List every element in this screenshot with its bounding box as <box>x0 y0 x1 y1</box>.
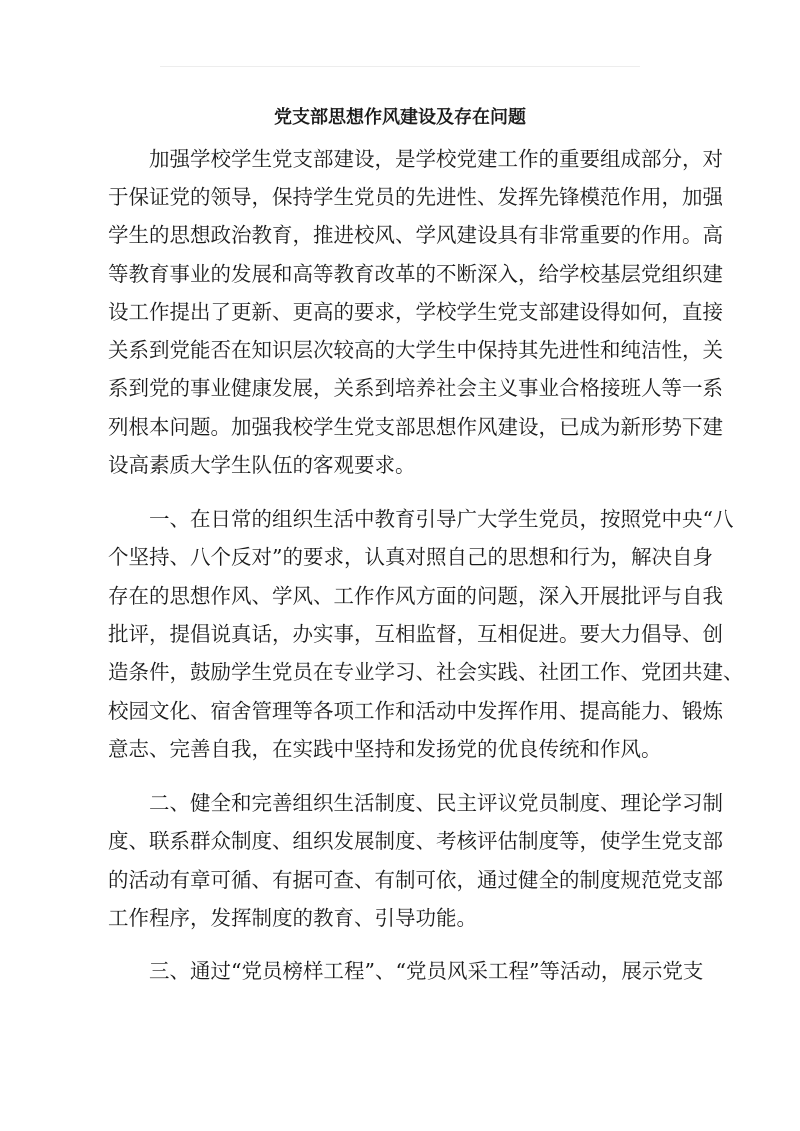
text-line: 关系到党能否在知识层次较高的大学生中保持其先进性和纯洁性，关 <box>108 338 723 362</box>
text-line: 等教育事业的发展和高等教育改革的不断深入，给学校基层党组织建 <box>108 262 723 286</box>
text-line: 度、联系群众制度、组织发展制度、考核评估制度等，使学生党支部 <box>108 829 723 853</box>
text-line: 学生的思想政治教育，推进校风、学风建设具有非常重要的作用。高 <box>108 223 723 247</box>
text-line: 设高素质大学生队伍的客观要求。 <box>108 453 416 477</box>
text-line: 批评，提倡说真话，办实事，互相监督，互相促进。要大力倡导、创 <box>108 622 723 646</box>
text-line: 系到党的事业健康发展，关系到培养社会主义事业合格接班人等一系 <box>108 376 723 400</box>
text-line: 设工作提出了更新、更高的要求，学校学生党支部建设得如何，直接 <box>108 300 723 324</box>
document-title: 党支部思想作风建设及存在问题 <box>274 107 526 128</box>
text-line: 意志、完善自我，在实践中坚持和发扬党的优良传统和作风。 <box>108 737 662 761</box>
text-line: 的活动有章可循、有据可查、有制可依，通过健全的制度规范党支部 <box>108 868 723 892</box>
text-line: 校园文化、宿舍管理等各项工作和活动中发挥作用、提高能力、锻炼 <box>108 699 723 723</box>
text-line: 存在的思想作风、学风、工作作风方面的问题，深入开展批评与自我 <box>108 584 723 608</box>
text-line: 工作程序，发挥制度的教育、引导功能。 <box>108 906 477 930</box>
header-rule <box>160 66 640 67</box>
text-line: 于保证党的领导，保持学生党员的先进性、发挥先锋模范作用，加强 <box>108 185 723 209</box>
text-line: 一、在日常的组织生活中教育引导广大学生党员，按照党中央“八 <box>149 507 734 531</box>
text-line: 加强学校学生党支部建设，是学校党建工作的重要组成部分，对 <box>149 147 723 171</box>
text-line: 造条件，鼓励学生党员在专业学习、社会实践、社团工作、党团共建、 <box>108 660 744 684</box>
text-line: 二、健全和完善组织生活制度、民主评议党员制度、理论学习制 <box>149 791 723 815</box>
text-line: 三、通过“党员榜样工程”、“党员风采工程”等活动，展示党支 <box>149 959 704 983</box>
text-line: 列根本问题。加强我校学生党支部思想作风建设，已成为新形势下建 <box>108 415 723 439</box>
text-line: 个坚持、八个反对”的要求，认真对照自己的思想和行为，解决自身 <box>108 545 713 569</box>
